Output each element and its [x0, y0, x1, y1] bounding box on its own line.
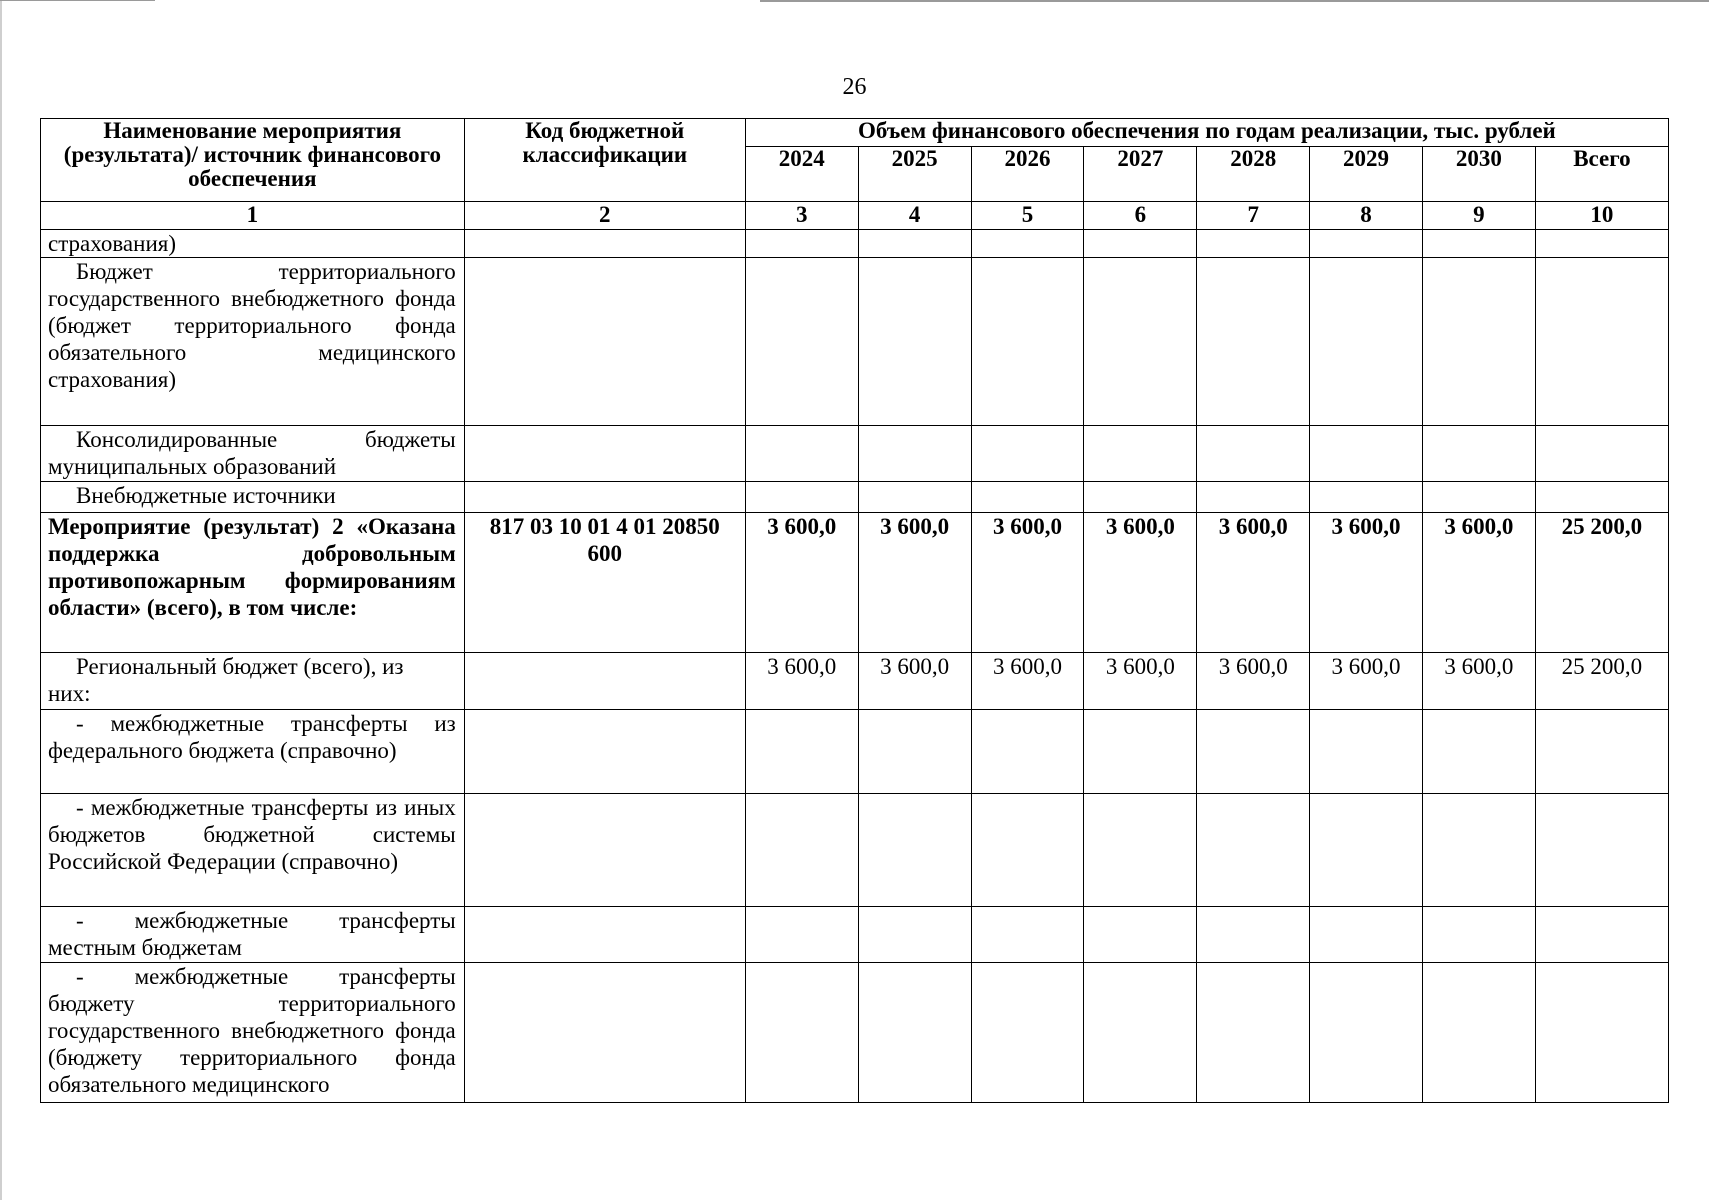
row-value [745, 482, 858, 513]
header-year: 2029 [1310, 147, 1423, 202]
row-value [1197, 482, 1310, 513]
header-code: Код бюджетной классификации [464, 119, 745, 202]
row-name: страхования) [41, 230, 465, 258]
header-name: Наименование мероприятия (результата)/ источник финансового обеспечения [41, 119, 465, 202]
row-name: Консолидированные бюджеты муниципальных образований [41, 426, 465, 482]
row-code [464, 653, 745, 710]
row-value [858, 426, 971, 482]
row-value: 3 600,0 [1084, 513, 1197, 653]
row-value [858, 482, 971, 513]
row-value [858, 963, 971, 1103]
row-value [971, 230, 1084, 258]
row-value [745, 258, 858, 426]
row-code [464, 426, 745, 482]
table-row [41, 230, 1669, 258]
row-value [1084, 230, 1197, 258]
row-value: 3 600,0 [1197, 653, 1310, 710]
row-value: 25 200,0 [1535, 653, 1668, 710]
column-number: 10 [1535, 202, 1668, 230]
table-row [41, 258, 1669, 426]
financing-table [40, 118, 1669, 1103]
column-number: 8 [1310, 202, 1423, 230]
row-value: 25 200,0 [1535, 513, 1668, 653]
table-row [41, 653, 1669, 710]
row-value [1535, 710, 1668, 794]
header-year: 2024 [745, 147, 858, 202]
row-value: 3 600,0 [745, 513, 858, 653]
row-value: 3 600,0 [745, 653, 858, 710]
row-value [1422, 963, 1535, 1103]
row-value [1084, 426, 1197, 482]
table-row [41, 794, 1669, 907]
column-number: 7 [1197, 202, 1310, 230]
scan-edge-top [0, 0, 155, 1]
row-name: - межбюджетные трансферты из иных бюджетов бюджетной системы Российской Федерации (справочно) [41, 794, 465, 907]
row-name: - межбюджетные трансферты местным бюджетам [41, 907, 465, 963]
row-code [464, 230, 745, 258]
row-value [1084, 258, 1197, 426]
row-value [971, 710, 1084, 794]
row-value [1197, 426, 1310, 482]
row-value [745, 710, 858, 794]
column-number: 2 [464, 202, 745, 230]
row-value: 3 600,0 [858, 513, 971, 653]
row-value [1535, 258, 1668, 426]
row-value [1535, 907, 1668, 963]
row-code [464, 794, 745, 907]
row-value [1197, 794, 1310, 907]
row-code [464, 907, 745, 963]
row-name: Бюджет территориального государственного внебюджетного фонда (бюджет территориального фонда обязательного медицинского страхования) [41, 258, 465, 426]
row-value [1310, 426, 1423, 482]
row-value [1422, 426, 1535, 482]
row-value [1310, 963, 1423, 1103]
page-number: 26 [842, 74, 867, 100]
row-value [1084, 963, 1197, 1103]
row-value [1310, 907, 1423, 963]
row-code [464, 710, 745, 794]
row-value: 3 600,0 [1084, 653, 1197, 710]
row-value [971, 258, 1084, 426]
row-code [464, 482, 745, 513]
row-value [1197, 907, 1310, 963]
row-value [1422, 794, 1535, 907]
row-name: - межбюджетные трансферты из федерального бюджета (справочно) [41, 710, 465, 794]
scan-edge-top-right [760, 0, 1709, 2]
row-value [858, 258, 971, 426]
table-row [41, 513, 1669, 653]
column-number: 1 [41, 202, 465, 230]
row-value [1310, 794, 1423, 907]
row-value [1422, 230, 1535, 258]
row-value [971, 907, 1084, 963]
row-value [1197, 230, 1310, 258]
row-value [971, 426, 1084, 482]
row-value [1535, 482, 1668, 513]
row-value: 3 600,0 [1310, 653, 1423, 710]
row-value [1084, 482, 1197, 513]
header-volume: Объем финансового обеспечения по годам реализации, тыс. рублей [745, 119, 1668, 147]
column-number: 9 [1422, 202, 1535, 230]
row-value [745, 426, 858, 482]
row-value [1310, 258, 1423, 426]
row-name: Региональный бюджет (всего), из них: [41, 653, 465, 710]
row-value [971, 963, 1084, 1103]
table-row [41, 710, 1669, 794]
row-value [745, 963, 858, 1103]
row-value [858, 907, 971, 963]
column-number: 4 [858, 202, 971, 230]
row-value [1535, 426, 1668, 482]
row-value [858, 230, 971, 258]
row-value [1197, 963, 1310, 1103]
column-number: 6 [1084, 202, 1197, 230]
row-code [464, 963, 745, 1103]
table-row [41, 963, 1669, 1103]
row-value [1197, 258, 1310, 426]
row-value [1310, 710, 1423, 794]
row-value [1422, 258, 1535, 426]
column-number: 3 [745, 202, 858, 230]
row-value [1535, 963, 1668, 1103]
row-value [1084, 794, 1197, 907]
row-value [1084, 907, 1197, 963]
row-value: 3 600,0 [1310, 513, 1423, 653]
row-code [464, 258, 745, 426]
row-value [745, 907, 858, 963]
row-value [1310, 482, 1423, 513]
header-total: Всего [1535, 147, 1668, 202]
row-value [1084, 710, 1197, 794]
row-value: 3 600,0 [971, 653, 1084, 710]
row-value [745, 794, 858, 907]
row-value [858, 710, 971, 794]
row-name: Мероприятие (результат) 2 «Оказана поддержка добровольным противопожарным формированиям области» (всего), в том числе: [41, 513, 465, 653]
header-year: 2026 [971, 147, 1084, 202]
column-number: 5 [971, 202, 1084, 230]
row-name: Внебюджетные источники [41, 482, 465, 513]
row-value: 3 600,0 [858, 653, 971, 710]
row-value [1422, 482, 1535, 513]
header-year: 2028 [1197, 147, 1310, 202]
table-row [41, 907, 1669, 963]
row-value: 3 600,0 [971, 513, 1084, 653]
header-year: 2025 [858, 147, 971, 202]
table-row [41, 426, 1669, 482]
row-value: 3 600,0 [1422, 653, 1535, 710]
header-year: 2027 [1084, 147, 1197, 202]
row-value [971, 794, 1084, 907]
row-value: 3 600,0 [1197, 513, 1310, 653]
row-value [858, 794, 971, 907]
row-value [1197, 710, 1310, 794]
row-value [745, 230, 858, 258]
row-value [1422, 710, 1535, 794]
row-value [1535, 794, 1668, 907]
row-value [971, 482, 1084, 513]
table-row [41, 482, 1669, 513]
row-name: - межбюджетные трансферты бюджету территориального государственного внебюджетного фонда (бюджету территориального фонда обязательного медицинского [41, 963, 465, 1103]
row-value [1310, 230, 1423, 258]
row-value: 3 600,0 [1422, 513, 1535, 653]
row-value [1422, 907, 1535, 963]
row-code: 817 03 10 01 4 01 20850 600 [464, 513, 745, 653]
scan-edge-left [0, 0, 2, 1200]
header-year: 2030 [1422, 147, 1535, 202]
row-value [1535, 230, 1668, 258]
